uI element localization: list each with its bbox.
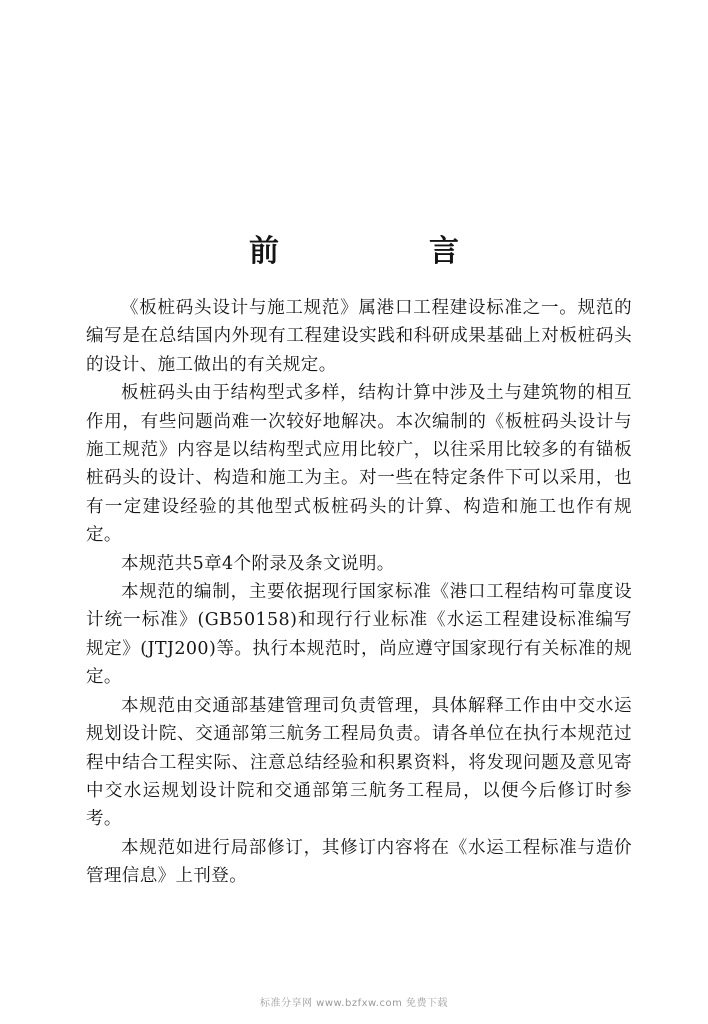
paragraph-4: 本规范的编制，主要依据现行国家标准《港口工程结构可靠度设计统一标准》(GB50158)和现行行业标准《水运工程建设标准编写规定》(JTJ200)等。执行本规范时，尚应遵守国家现行有关标准的规定。 xyxy=(86,582,632,688)
paragraph-3: 本规范共5章4个附录及条文说明。 xyxy=(121,553,395,574)
paragraph-2: 板桩码头由于结构型式多样，结构计算中涉及土与建筑物的相互作用，有些问题尚难一次较好地解决。本次编制的《板桩码头设计与施工规范》内容是以结构型式应用比较广，以往采用比较多的有锚板桩码头的设计、构造和施工为主。对一些在特定条件下可以采用，也有一定建设经验的其他型式板桩码头的计算、构造和施工也作有规定。 xyxy=(86,383,632,546)
paragraph-6: 本规范如进行局部修订，其修订内容将在《水运工程标准与造价管理信息》上刊登。 xyxy=(86,837,632,887)
preface-body xyxy=(86,294,632,891)
paragraph-1: 《板桩码头设计与施工规范》属港口工程建设标准之一。规范的编写是在总结国内外现有工程建设实践和科研成果基础上对板桩码头的设计、施工做出的有关规定。 xyxy=(86,298,632,375)
page-title: 前 言 xyxy=(249,234,519,269)
watermark-footer: 标准分享网 www.bzfxw.com 免费下载 xyxy=(260,998,448,1009)
paragraph-5: 本规范由交通部基建管理司负责管理，具体解释工作由中交水运规划设计院、交通部第三航务工程局负责。请各单位在执行本规范过程中结合工程实际、注意总结经验和积累资料，将发现问题及意见寄中交水运规划设计院和交通部第三航务工程局，以便今后修订时参考。 xyxy=(86,695,632,830)
